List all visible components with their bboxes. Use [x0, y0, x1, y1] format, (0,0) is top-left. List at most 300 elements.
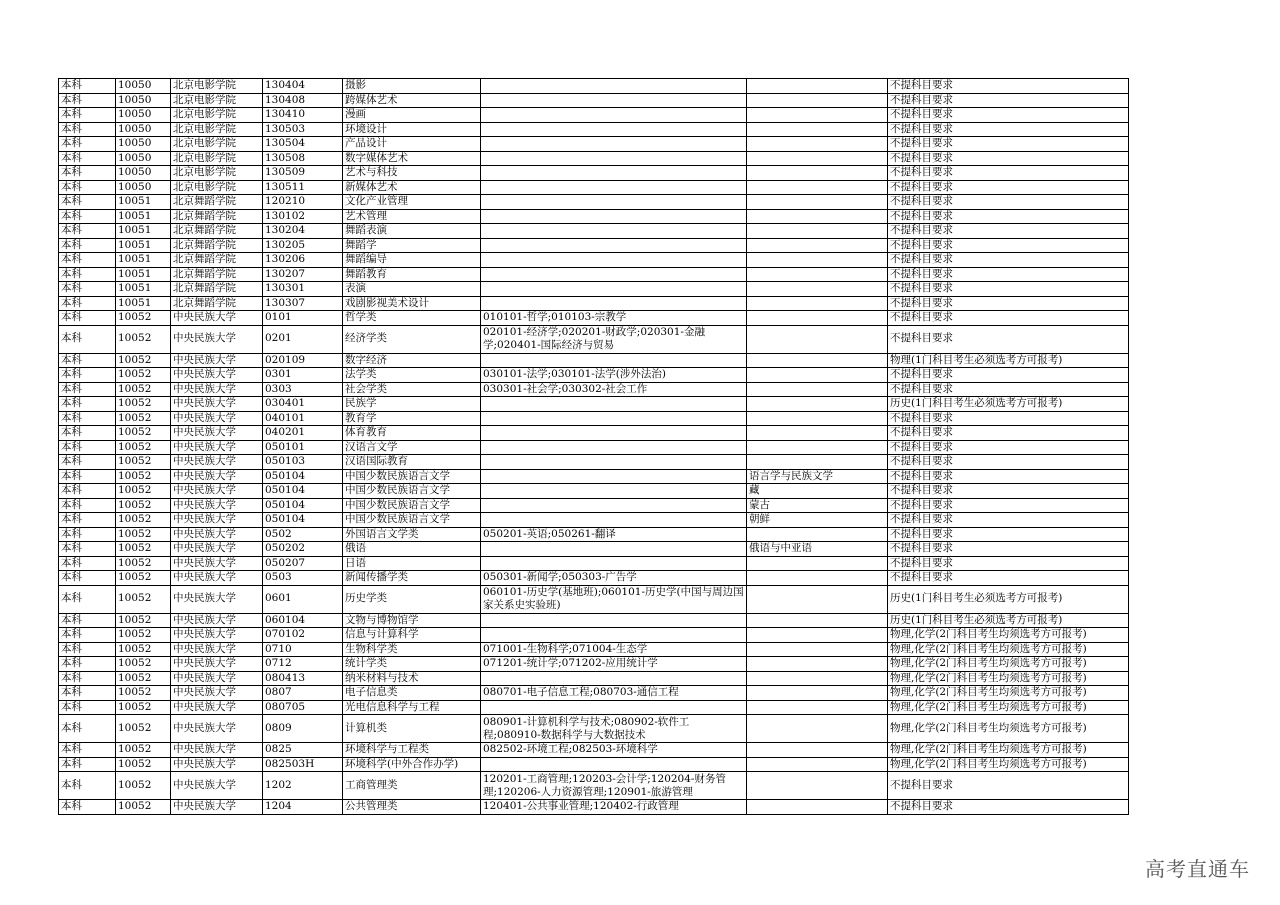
- major-code-cell: 130509: [263, 166, 343, 181]
- subject-requirement-cell: 历史(1门科目考生必须选考方可报考): [888, 397, 1129, 412]
- school-code-cell: 10052: [116, 613, 171, 628]
- table-row: [59, 657, 1129, 672]
- level-cell: 本科: [59, 613, 116, 628]
- major-name-cell: 信息与计算科学: [343, 628, 481, 643]
- direction-cell: [747, 382, 888, 397]
- subject-requirement-cell: 不提科目要求: [888, 368, 1129, 383]
- direction-cell: [747, 253, 888, 268]
- level-cell: 本科: [59, 527, 116, 542]
- included-majors-cell: [481, 757, 747, 772]
- school-code-cell: 10052: [116, 556, 171, 571]
- subject-requirement-cell: 不提科目要求: [888, 296, 1129, 311]
- included-majors-cell: [481, 122, 747, 137]
- school-name-cell: 中央民族大学: [171, 440, 263, 455]
- school-name-cell: 中央民族大学: [171, 311, 263, 326]
- level-cell: 本科: [59, 498, 116, 513]
- school-code-cell: 10050: [116, 108, 171, 123]
- level-cell: 本科: [59, 325, 116, 353]
- school-name-cell: 北京舞蹈学院: [171, 195, 263, 210]
- included-majors-cell: [481, 137, 747, 152]
- major-code-cell: 0601: [263, 585, 343, 613]
- subject-requirement-cell: 不提科目要求: [888, 108, 1129, 123]
- level-cell: 本科: [59, 757, 116, 772]
- included-majors-cell: 030301-社会学;030302-社会工作: [481, 382, 747, 397]
- included-majors-cell: [481, 542, 747, 557]
- table-row: [59, 137, 1129, 152]
- major-code-cell: 1202: [263, 772, 343, 800]
- school-name-cell: 中央民族大学: [171, 484, 263, 499]
- school-code-cell: 10052: [116, 743, 171, 758]
- major-name-cell: 舞蹈表演: [343, 224, 481, 239]
- major-name-cell: 电子信息类: [343, 686, 481, 701]
- school-name-cell: 北京舞蹈学院: [171, 224, 263, 239]
- school-name-cell: 中央民族大学: [171, 426, 263, 441]
- major-code-cell: 050104: [263, 498, 343, 513]
- included-majors-cell: 080901-计算机科学与技术;080902-软件工程;080910-数据科学与大数据技术: [481, 715, 747, 743]
- major-name-cell: 新闻传播学类: [343, 571, 481, 586]
- subject-requirement-cell: 不提科目要求: [888, 556, 1129, 571]
- level-cell: 本科: [59, 267, 116, 282]
- major-code-cell: 0710: [263, 642, 343, 657]
- subject-requirement-cell: 不提科目要求: [888, 382, 1129, 397]
- direction-cell: [747, 671, 888, 686]
- major-code-cell: 130408: [263, 93, 343, 108]
- subject-requirement-cell: 不提科目要求: [888, 800, 1129, 815]
- major-name-cell: 环境设计: [343, 122, 481, 137]
- direction-cell: [747, 772, 888, 800]
- table-row: [59, 151, 1129, 166]
- level-cell: 本科: [59, 772, 116, 800]
- direction-cell: [747, 79, 888, 94]
- school-code-cell: 10052: [116, 686, 171, 701]
- direction-cell: [747, 757, 888, 772]
- table-row: [59, 613, 1129, 628]
- major-code-cell: 050101: [263, 440, 343, 455]
- direction-cell: 语言学与民族文学: [747, 469, 888, 484]
- included-majors-cell: [481, 79, 747, 94]
- level-cell: 本科: [59, 484, 116, 499]
- included-majors-cell: 050201-英语;050261-翻译: [481, 527, 747, 542]
- table-row: [59, 79, 1129, 94]
- level-cell: 本科: [59, 296, 116, 311]
- level-cell: 本科: [59, 556, 116, 571]
- major-name-cell: 数字经济: [343, 353, 481, 368]
- table-row: [59, 686, 1129, 701]
- direction-cell: [747, 122, 888, 137]
- major-code-cell: 060104: [263, 613, 343, 628]
- school-name-cell: 北京舞蹈学院: [171, 282, 263, 297]
- major-code-cell: 0712: [263, 657, 343, 672]
- direction-cell: [747, 527, 888, 542]
- table-row: [59, 253, 1129, 268]
- school-code-cell: 10050: [116, 93, 171, 108]
- table-row: [59, 282, 1129, 297]
- school-code-cell: 10051: [116, 195, 171, 210]
- school-name-cell: 中央民族大学: [171, 325, 263, 353]
- included-majors-cell: [481, 671, 747, 686]
- table-row: [59, 296, 1129, 311]
- subject-requirement-cell: 不提科目要求: [888, 282, 1129, 297]
- level-cell: 本科: [59, 743, 116, 758]
- included-majors-cell: [481, 166, 747, 181]
- level-cell: 本科: [59, 571, 116, 586]
- table-body: [59, 79, 1129, 815]
- direction-cell: [747, 325, 888, 353]
- direction-cell: [747, 137, 888, 152]
- included-majors-cell: [481, 556, 747, 571]
- direction-cell: [747, 628, 888, 643]
- direction-cell: [747, 743, 888, 758]
- included-majors-cell: 120401-公共事业管理;120402-行政管理: [481, 800, 747, 815]
- included-majors-cell: [481, 209, 747, 224]
- school-name-cell: 中央民族大学: [171, 628, 263, 643]
- included-majors-cell: [481, 426, 747, 441]
- included-majors-cell: 020101-经济学;020201-财政学;020301-金融学;020401-国际经济与贸易: [481, 325, 747, 353]
- direction-cell: [747, 585, 888, 613]
- major-code-cell: 130301: [263, 282, 343, 297]
- subject-requirement-cell: 不提科目要求: [888, 325, 1129, 353]
- school-code-cell: 10052: [116, 542, 171, 557]
- level-cell: 本科: [59, 353, 116, 368]
- school-code-cell: 10052: [116, 571, 171, 586]
- level-cell: 本科: [59, 542, 116, 557]
- direction-cell: [747, 426, 888, 441]
- school-name-cell: 北京舞蹈学院: [171, 253, 263, 268]
- school-code-cell: 10052: [116, 715, 171, 743]
- subject-requirement-cell: 物理,化学(2门科目考生均须选考方可报考): [888, 642, 1129, 657]
- direction-cell: [747, 657, 888, 672]
- major-code-cell: 0807: [263, 686, 343, 701]
- major-name-cell: 中国少数民族语言文学: [343, 484, 481, 499]
- school-name-cell: 中央民族大学: [171, 556, 263, 571]
- table-row: [59, 397, 1129, 412]
- major-name-cell: 环境科学(中外合作办学): [343, 757, 481, 772]
- subject-requirement-cell: 物理,化学(2门科目考生均须选考方可报考): [888, 700, 1129, 715]
- included-majors-cell: [481, 253, 747, 268]
- major-code-cell: 130204: [263, 224, 343, 239]
- included-majors-cell: 010101-哲学;010103-宗教学: [481, 311, 747, 326]
- major-name-cell: 表演: [343, 282, 481, 297]
- school-name-cell: 北京电影学院: [171, 151, 263, 166]
- included-majors-cell: [481, 628, 747, 643]
- included-majors-cell: [481, 700, 747, 715]
- major-code-cell: 0809: [263, 715, 343, 743]
- level-cell: 本科: [59, 715, 116, 743]
- subject-requirement-cell: 物理,化学(2门科目考生均须选考方可报考): [888, 757, 1129, 772]
- major-name-cell: 文物与博物馆学: [343, 613, 481, 628]
- major-name-cell: 新媒体艺术: [343, 180, 481, 195]
- major-code-cell: 050104: [263, 513, 343, 528]
- school-name-cell: 中央民族大学: [171, 772, 263, 800]
- table-row: [59, 757, 1129, 772]
- direction-cell: [747, 686, 888, 701]
- major-name-cell: 汉语国际教育: [343, 455, 481, 470]
- table-row: [59, 411, 1129, 426]
- subject-requirement-cell: 不提科目要求: [888, 253, 1129, 268]
- table-row: [59, 800, 1129, 815]
- level-cell: 本科: [59, 108, 116, 123]
- major-name-cell: 体育教育: [343, 426, 481, 441]
- direction-cell: [747, 195, 888, 210]
- major-name-cell: 环境科学与工程类: [343, 743, 481, 758]
- level-cell: 本科: [59, 800, 116, 815]
- school-code-cell: 10052: [116, 440, 171, 455]
- school-code-cell: 10052: [116, 527, 171, 542]
- school-code-cell: 10052: [116, 484, 171, 499]
- level-cell: 本科: [59, 455, 116, 470]
- major-code-cell: 020109: [263, 353, 343, 368]
- school-code-cell: 10052: [116, 513, 171, 528]
- subject-requirement-cell: 历史(1门科目考生必须选考方可报考): [888, 613, 1129, 628]
- school-code-cell: 10052: [116, 353, 171, 368]
- school-code-cell: 10050: [116, 79, 171, 94]
- school-name-cell: 中央民族大学: [171, 455, 263, 470]
- major-code-cell: 040101: [263, 411, 343, 426]
- level-cell: 本科: [59, 180, 116, 195]
- school-name-cell: 中央民族大学: [171, 527, 263, 542]
- level-cell: 本科: [59, 411, 116, 426]
- major-name-cell: 社会学类: [343, 382, 481, 397]
- included-majors-cell: [481, 613, 747, 628]
- level-cell: 本科: [59, 585, 116, 613]
- direction-cell: [747, 224, 888, 239]
- subject-requirement-cell: 不提科目要求: [888, 137, 1129, 152]
- subject-requirement-cell: 不提科目要求: [888, 440, 1129, 455]
- included-majors-cell: 071001-生物科学;071004-生态学: [481, 642, 747, 657]
- level-cell: 本科: [59, 382, 116, 397]
- direction-cell: [747, 368, 888, 383]
- direction-cell: [747, 267, 888, 282]
- included-majors-cell: [481, 469, 747, 484]
- subject-requirement-cell: 不提科目要求: [888, 180, 1129, 195]
- level-cell: 本科: [59, 282, 116, 297]
- level-cell: 本科: [59, 311, 116, 326]
- major-code-cell: 080705: [263, 700, 343, 715]
- direction-cell: 朝鲜: [747, 513, 888, 528]
- table-row: [59, 585, 1129, 613]
- major-name-cell: 民族学: [343, 397, 481, 412]
- school-name-cell: 中央民族大学: [171, 498, 263, 513]
- major-name-cell: 计算机类: [343, 715, 481, 743]
- major-name-cell: 戏剧影视美术设计: [343, 296, 481, 311]
- subject-requirement-cell: 不提科目要求: [888, 527, 1129, 542]
- major-code-cell: 0503: [263, 571, 343, 586]
- subject-requirement-cell: 不提科目要求: [888, 498, 1129, 513]
- school-code-cell: 10051: [116, 238, 171, 253]
- major-code-cell: 1204: [263, 800, 343, 815]
- subject-requirement-cell: 不提科目要求: [888, 166, 1129, 181]
- major-name-cell: 艺术与科技: [343, 166, 481, 181]
- major-code-cell: 030401: [263, 397, 343, 412]
- subject-requirement-cell: 不提科目要求: [888, 411, 1129, 426]
- subject-requirement-cell: 不提科目要求: [888, 267, 1129, 282]
- major-code-cell: 050202: [263, 542, 343, 557]
- school-code-cell: 10052: [116, 585, 171, 613]
- subject-requirement-cell: 物理,化学(2门科目考生均须选考方可报考): [888, 743, 1129, 758]
- table-row: [59, 195, 1129, 210]
- included-majors-cell: [481, 93, 747, 108]
- school-code-cell: 10052: [116, 426, 171, 441]
- direction-cell: [747, 296, 888, 311]
- table-row: [59, 166, 1129, 181]
- direction-cell: [747, 209, 888, 224]
- subject-requirement-cell: 不提科目要求: [888, 93, 1129, 108]
- table-row: [59, 642, 1129, 657]
- major-code-cell: 050104: [263, 469, 343, 484]
- included-majors-cell: 050301-新闻学;050303-广告学: [481, 571, 747, 586]
- table-row: [59, 527, 1129, 542]
- table-row: [59, 93, 1129, 108]
- school-code-cell: 10052: [116, 325, 171, 353]
- major-code-cell: 130503: [263, 122, 343, 137]
- school-name-cell: 北京电影学院: [171, 79, 263, 94]
- major-code-cell: 0201: [263, 325, 343, 353]
- major-name-cell: 舞蹈编导: [343, 253, 481, 268]
- table-row: [59, 469, 1129, 484]
- school-code-cell: 10052: [116, 397, 171, 412]
- major-code-cell: 080413: [263, 671, 343, 686]
- major-name-cell: 统计学类: [343, 657, 481, 672]
- included-majors-cell: [481, 513, 747, 528]
- major-name-cell: 经济学类: [343, 325, 481, 353]
- level-cell: 本科: [59, 224, 116, 239]
- major-code-cell: 130410: [263, 108, 343, 123]
- included-majors-cell: [481, 397, 747, 412]
- table-row: [59, 108, 1129, 123]
- school-code-cell: 10051: [116, 267, 171, 282]
- school-name-cell: 北京电影学院: [171, 180, 263, 195]
- school-name-cell: 北京舞蹈学院: [171, 296, 263, 311]
- major-name-cell: 外国语言文学类: [343, 527, 481, 542]
- school-name-cell: 中央民族大学: [171, 743, 263, 758]
- subject-requirement-cell: 物理,化学(2门科目考生均须选考方可报考): [888, 657, 1129, 672]
- school-name-cell: 北京电影学院: [171, 166, 263, 181]
- level-cell: 本科: [59, 137, 116, 152]
- major-name-cell: 中国少数民族语言文学: [343, 469, 481, 484]
- table-row: [59, 498, 1129, 513]
- table-row: [59, 513, 1129, 528]
- school-code-cell: 10050: [116, 137, 171, 152]
- table-row: [59, 556, 1129, 571]
- school-name-cell: 中央民族大学: [171, 513, 263, 528]
- direction-cell: 藏: [747, 484, 888, 499]
- major-code-cell: 050207: [263, 556, 343, 571]
- level-cell: 本科: [59, 513, 116, 528]
- table-row: [59, 700, 1129, 715]
- school-code-cell: 10050: [116, 166, 171, 181]
- direction-cell: [747, 556, 888, 571]
- school-code-cell: 10051: [116, 296, 171, 311]
- included-majors-cell: [481, 498, 747, 513]
- included-majors-cell: [481, 411, 747, 426]
- level-cell: 本科: [59, 238, 116, 253]
- school-name-cell: 中央民族大学: [171, 686, 263, 701]
- school-name-cell: 中央民族大学: [171, 397, 263, 412]
- major-code-cell: 0303: [263, 382, 343, 397]
- level-cell: 本科: [59, 253, 116, 268]
- level-cell: 本科: [59, 440, 116, 455]
- direction-cell: [747, 440, 888, 455]
- major-name-cell: 数字媒体艺术: [343, 151, 481, 166]
- major-name-cell: 工商管理类: [343, 772, 481, 800]
- included-majors-cell: 082502-环境工程;082503-环境科学: [481, 743, 747, 758]
- school-name-cell: 中央民族大学: [171, 757, 263, 772]
- subject-requirement-cell: 物理,化学(2门科目考生均须选考方可报考): [888, 686, 1129, 701]
- subject-requirement-cell: 不提科目要求: [888, 224, 1129, 239]
- direction-cell: [747, 642, 888, 657]
- major-name-cell: 汉语言文学: [343, 440, 481, 455]
- major-name-cell: 纳米材料与技术: [343, 671, 481, 686]
- major-name-cell: 日语: [343, 556, 481, 571]
- table-row: [59, 311, 1129, 326]
- direction-cell: 俄语与中亚语: [747, 542, 888, 557]
- included-majors-cell: [481, 238, 747, 253]
- level-cell: 本科: [59, 397, 116, 412]
- major-name-cell: 历史学类: [343, 585, 481, 613]
- table-row: [59, 267, 1129, 282]
- direction-cell: [747, 613, 888, 628]
- school-code-cell: 10052: [116, 455, 171, 470]
- major-code-cell: 130508: [263, 151, 343, 166]
- school-name-cell: 中央民族大学: [171, 613, 263, 628]
- subject-requirement-cell: 不提科目要求: [888, 542, 1129, 557]
- school-code-cell: 10050: [116, 180, 171, 195]
- school-name-cell: 中央民族大学: [171, 585, 263, 613]
- table-row: [59, 180, 1129, 195]
- level-cell: 本科: [59, 166, 116, 181]
- school-code-cell: 10052: [116, 368, 171, 383]
- direction-cell: [747, 700, 888, 715]
- table-row: [59, 455, 1129, 470]
- included-majors-cell: [481, 267, 747, 282]
- subject-requirement-cell: 不提科目要求: [888, 513, 1129, 528]
- included-majors-cell: [481, 440, 747, 455]
- level-cell: 本科: [59, 209, 116, 224]
- table-row: [59, 426, 1129, 441]
- direction-cell: 蒙古: [747, 498, 888, 513]
- school-code-cell: 10052: [116, 800, 171, 815]
- major-code-cell: 130307: [263, 296, 343, 311]
- subject-requirement-cell: 不提科目要求: [888, 426, 1129, 441]
- school-name-cell: 中央民族大学: [171, 353, 263, 368]
- subject-requirement-cell: 不提科目要求: [888, 195, 1129, 210]
- major-code-cell: 0301: [263, 368, 343, 383]
- major-code-cell: 070102: [263, 628, 343, 643]
- major-name-cell: 法学类: [343, 368, 481, 383]
- included-majors-cell: 120201-工商管理;120203-会计学;120204-财务管理;120206-人力资源管理;120901-旅游管理: [481, 772, 747, 800]
- level-cell: 本科: [59, 151, 116, 166]
- subject-requirement-cell: 物理(1门科目考生必须选考方可报考): [888, 353, 1129, 368]
- school-name-cell: 北京舞蹈学院: [171, 209, 263, 224]
- major-name-cell: 摄影: [343, 79, 481, 94]
- direction-cell: [747, 411, 888, 426]
- school-name-cell: 中央民族大学: [171, 368, 263, 383]
- major-code-cell: 130207: [263, 267, 343, 282]
- major-name-cell: 中国少数民族语言文学: [343, 498, 481, 513]
- major-name-cell: 产品设计: [343, 137, 481, 152]
- major-name-cell: 公共管理类: [343, 800, 481, 815]
- school-code-cell: 10052: [116, 700, 171, 715]
- direction-cell: [747, 455, 888, 470]
- school-name-cell: 北京电影学院: [171, 108, 263, 123]
- school-code-cell: 10052: [116, 311, 171, 326]
- school-name-cell: 中央民族大学: [171, 642, 263, 657]
- level-cell: 本科: [59, 122, 116, 137]
- table-row: [59, 224, 1129, 239]
- level-cell: 本科: [59, 686, 116, 701]
- major-name-cell: 光电信息科学与工程: [343, 700, 481, 715]
- subject-requirement-cell: 不提科目要求: [888, 151, 1129, 166]
